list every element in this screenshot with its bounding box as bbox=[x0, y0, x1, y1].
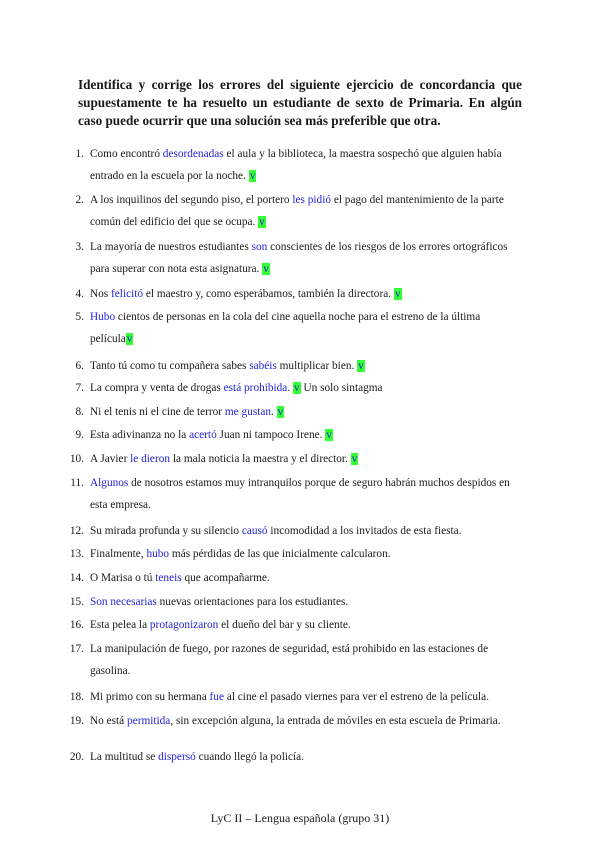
corrected-word: acertó bbox=[189, 429, 217, 441]
corrected-word: desordenadas bbox=[162, 148, 224, 160]
text-segment: Esta pelea la bbox=[90, 619, 150, 631]
item-number: 16. bbox=[69, 619, 84, 631]
text-segment: , sin excepción alguna, la entrada de móviles en esta escuela de Primaria. bbox=[170, 715, 501, 727]
item-text bbox=[90, 143, 520, 187]
text-segment: . bbox=[287, 382, 293, 394]
check-mark: v bbox=[394, 288, 401, 300]
item-text bbox=[90, 401, 520, 423]
item-number: 12. bbox=[69, 525, 84, 537]
text-segment: Mi primo con su hermana bbox=[90, 691, 210, 703]
item-text bbox=[90, 591, 520, 613]
text-segment: Su mirada profunda y su silencio bbox=[90, 525, 242, 537]
corrected-word: le dieron bbox=[130, 453, 171, 465]
item-text bbox=[90, 614, 520, 636]
corrected-word: felicitó bbox=[111, 288, 144, 300]
text-segment: La compra y venta de drogas bbox=[90, 382, 224, 394]
text-segment: Esta adivinanza no la bbox=[90, 429, 190, 441]
text-segment: La mayoría de nuestros estudiantes bbox=[90, 241, 252, 253]
item-number: 8. bbox=[75, 406, 84, 418]
check-mark: v bbox=[351, 453, 358, 465]
item-text bbox=[90, 686, 520, 708]
text-segment: A Javier bbox=[90, 453, 131, 465]
item-number: 13. bbox=[69, 548, 84, 560]
text-segment: Como encontró bbox=[90, 148, 163, 160]
item-text bbox=[90, 189, 520, 233]
item-number: 6. bbox=[75, 360, 84, 372]
item-text bbox=[90, 472, 520, 516]
item-text bbox=[90, 543, 520, 565]
check-mark: v bbox=[263, 263, 269, 275]
item-text bbox=[90, 355, 520, 377]
corrected-word: hubo bbox=[146, 548, 170, 560]
item-text bbox=[90, 424, 520, 446]
text-segment: Juan ni tampoco Irene. bbox=[216, 429, 323, 441]
annotation-note: Un solo sintagma bbox=[303, 382, 383, 394]
item-number: 5. bbox=[75, 311, 84, 323]
corrected-word: les pidió bbox=[292, 194, 331, 206]
text-segment: Nos bbox=[90, 288, 112, 300]
check-mark: v bbox=[326, 429, 332, 441]
text-segment: nuevas orientaciones para los estudiantes. bbox=[156, 596, 349, 608]
item-text bbox=[90, 746, 520, 768]
text-segment: Finalmente, bbox=[90, 548, 147, 560]
item-number: 7. bbox=[75, 382, 84, 394]
item-text: La manipulación de fuego, por razones de seguridad, está prohibido en las estaciones de gasolina. bbox=[90, 643, 489, 677]
item-number: 10. bbox=[69, 453, 84, 465]
check-mark: v bbox=[249, 170, 256, 182]
corrected-word: teneis bbox=[155, 572, 182, 584]
item-number: 19. bbox=[69, 715, 84, 727]
text-segment: el pago del mantenimiento de la parte común del edificio del que se ocupa. bbox=[90, 194, 504, 228]
text-segment: A los inquilinos del segundo piso, el portero bbox=[90, 194, 293, 206]
item-text bbox=[90, 306, 520, 350]
item-text bbox=[90, 448, 520, 470]
item-number: 4. bbox=[75, 288, 84, 300]
item-number: 11. bbox=[70, 477, 84, 489]
corrected-word: fue bbox=[209, 691, 224, 703]
item-number: 3. bbox=[75, 241, 84, 253]
item-number: 17. bbox=[69, 643, 84, 655]
text-segment: el aula y la biblioteca, la maestra sospechó que alguien había entrado en la escuela por la noche. bbox=[90, 148, 502, 182]
text-segment: multiplicar bien. bbox=[276, 360, 355, 372]
item-text bbox=[90, 567, 520, 589]
corrected-word: protagonizaron bbox=[149, 619, 219, 631]
text-segment: conscientes de los riesgos de los errores ortográficos para superar con nota esta asignatura. bbox=[90, 241, 508, 275]
text-segment: la mala noticia la maestra y el director. bbox=[170, 453, 348, 465]
text-segment: el maestro y, como esperábamos, también la directora. bbox=[143, 288, 392, 300]
corrected-word: Son necesarias bbox=[90, 596, 157, 608]
text-segment: que acompañarme. bbox=[181, 572, 270, 584]
check-mark: v bbox=[293, 382, 300, 394]
item-text bbox=[90, 236, 520, 280]
check-mark: v bbox=[358, 360, 364, 372]
text-segment: cientos de personas en la cola del cine aquella noche para el estreno de la última película bbox=[90, 311, 481, 345]
item-number: 15. bbox=[69, 596, 84, 608]
text-segment: . bbox=[271, 406, 274, 418]
corrected-word: sabéis bbox=[249, 360, 277, 372]
item-number: 14. bbox=[69, 572, 84, 584]
text-segment: La multitud se bbox=[90, 751, 159, 763]
item-text bbox=[90, 520, 520, 542]
text-segment: Ni el tenis ni el cine de terror bbox=[90, 406, 225, 418]
check-mark: v bbox=[126, 333, 133, 345]
text-segment: al cine el pasado viernes para ver el estreno de la película. bbox=[223, 691, 490, 703]
corrected-word: está prohibida bbox=[223, 382, 288, 394]
check-mark: v bbox=[259, 216, 265, 228]
corrected-word: causó bbox=[241, 525, 268, 537]
corrected-word: Algunos bbox=[90, 477, 129, 489]
corrected-word: dispersó bbox=[158, 751, 196, 763]
text-segment: más pérdidas de las que inicialmente calcularon. bbox=[169, 548, 391, 560]
corrected-word: me gustan bbox=[224, 406, 272, 418]
item-number: 2. bbox=[75, 194, 84, 206]
item-number: 1. bbox=[75, 148, 84, 160]
item-text bbox=[90, 377, 520, 399]
item-text bbox=[90, 714, 520, 728]
page-footer: LyC II – Lengua española (grupo 31) bbox=[210, 811, 390, 825]
text-segment: Tanto tú como tu compañera sabes bbox=[90, 360, 250, 372]
corrected-word: Hubo bbox=[90, 311, 116, 323]
item-number: 9. bbox=[75, 429, 84, 441]
text-segment: de nosotros estamos muy intranquilos porque de seguro habrán muchos despidos en esta empresa. bbox=[90, 477, 510, 511]
text-segment: incomodidad a los invitados de esta fiesta. bbox=[267, 525, 462, 537]
text-segment: cuando llegó la policía. bbox=[195, 751, 304, 763]
text-segment: el dueño del bar y su cliente. bbox=[218, 619, 351, 631]
item-number: 20. bbox=[69, 751, 84, 763]
corrected-word: permitida bbox=[127, 715, 171, 727]
check-mark: v bbox=[277, 406, 284, 418]
exercise-instructions: Identifica y corrige los errores del siguiente ejercicio de concordancia que supuestamente te ha resuelto un estudiante de sexto de Primaria. En algún caso puede ocurrir que una solución sea más preferible que otra. bbox=[78, 77, 522, 128]
text-segment: O Marisa o tú bbox=[90, 572, 156, 584]
corrected-word: son bbox=[251, 241, 268, 253]
item-number: 18. bbox=[69, 691, 84, 703]
item-text bbox=[90, 283, 520, 305]
text-segment: No está bbox=[90, 715, 128, 727]
